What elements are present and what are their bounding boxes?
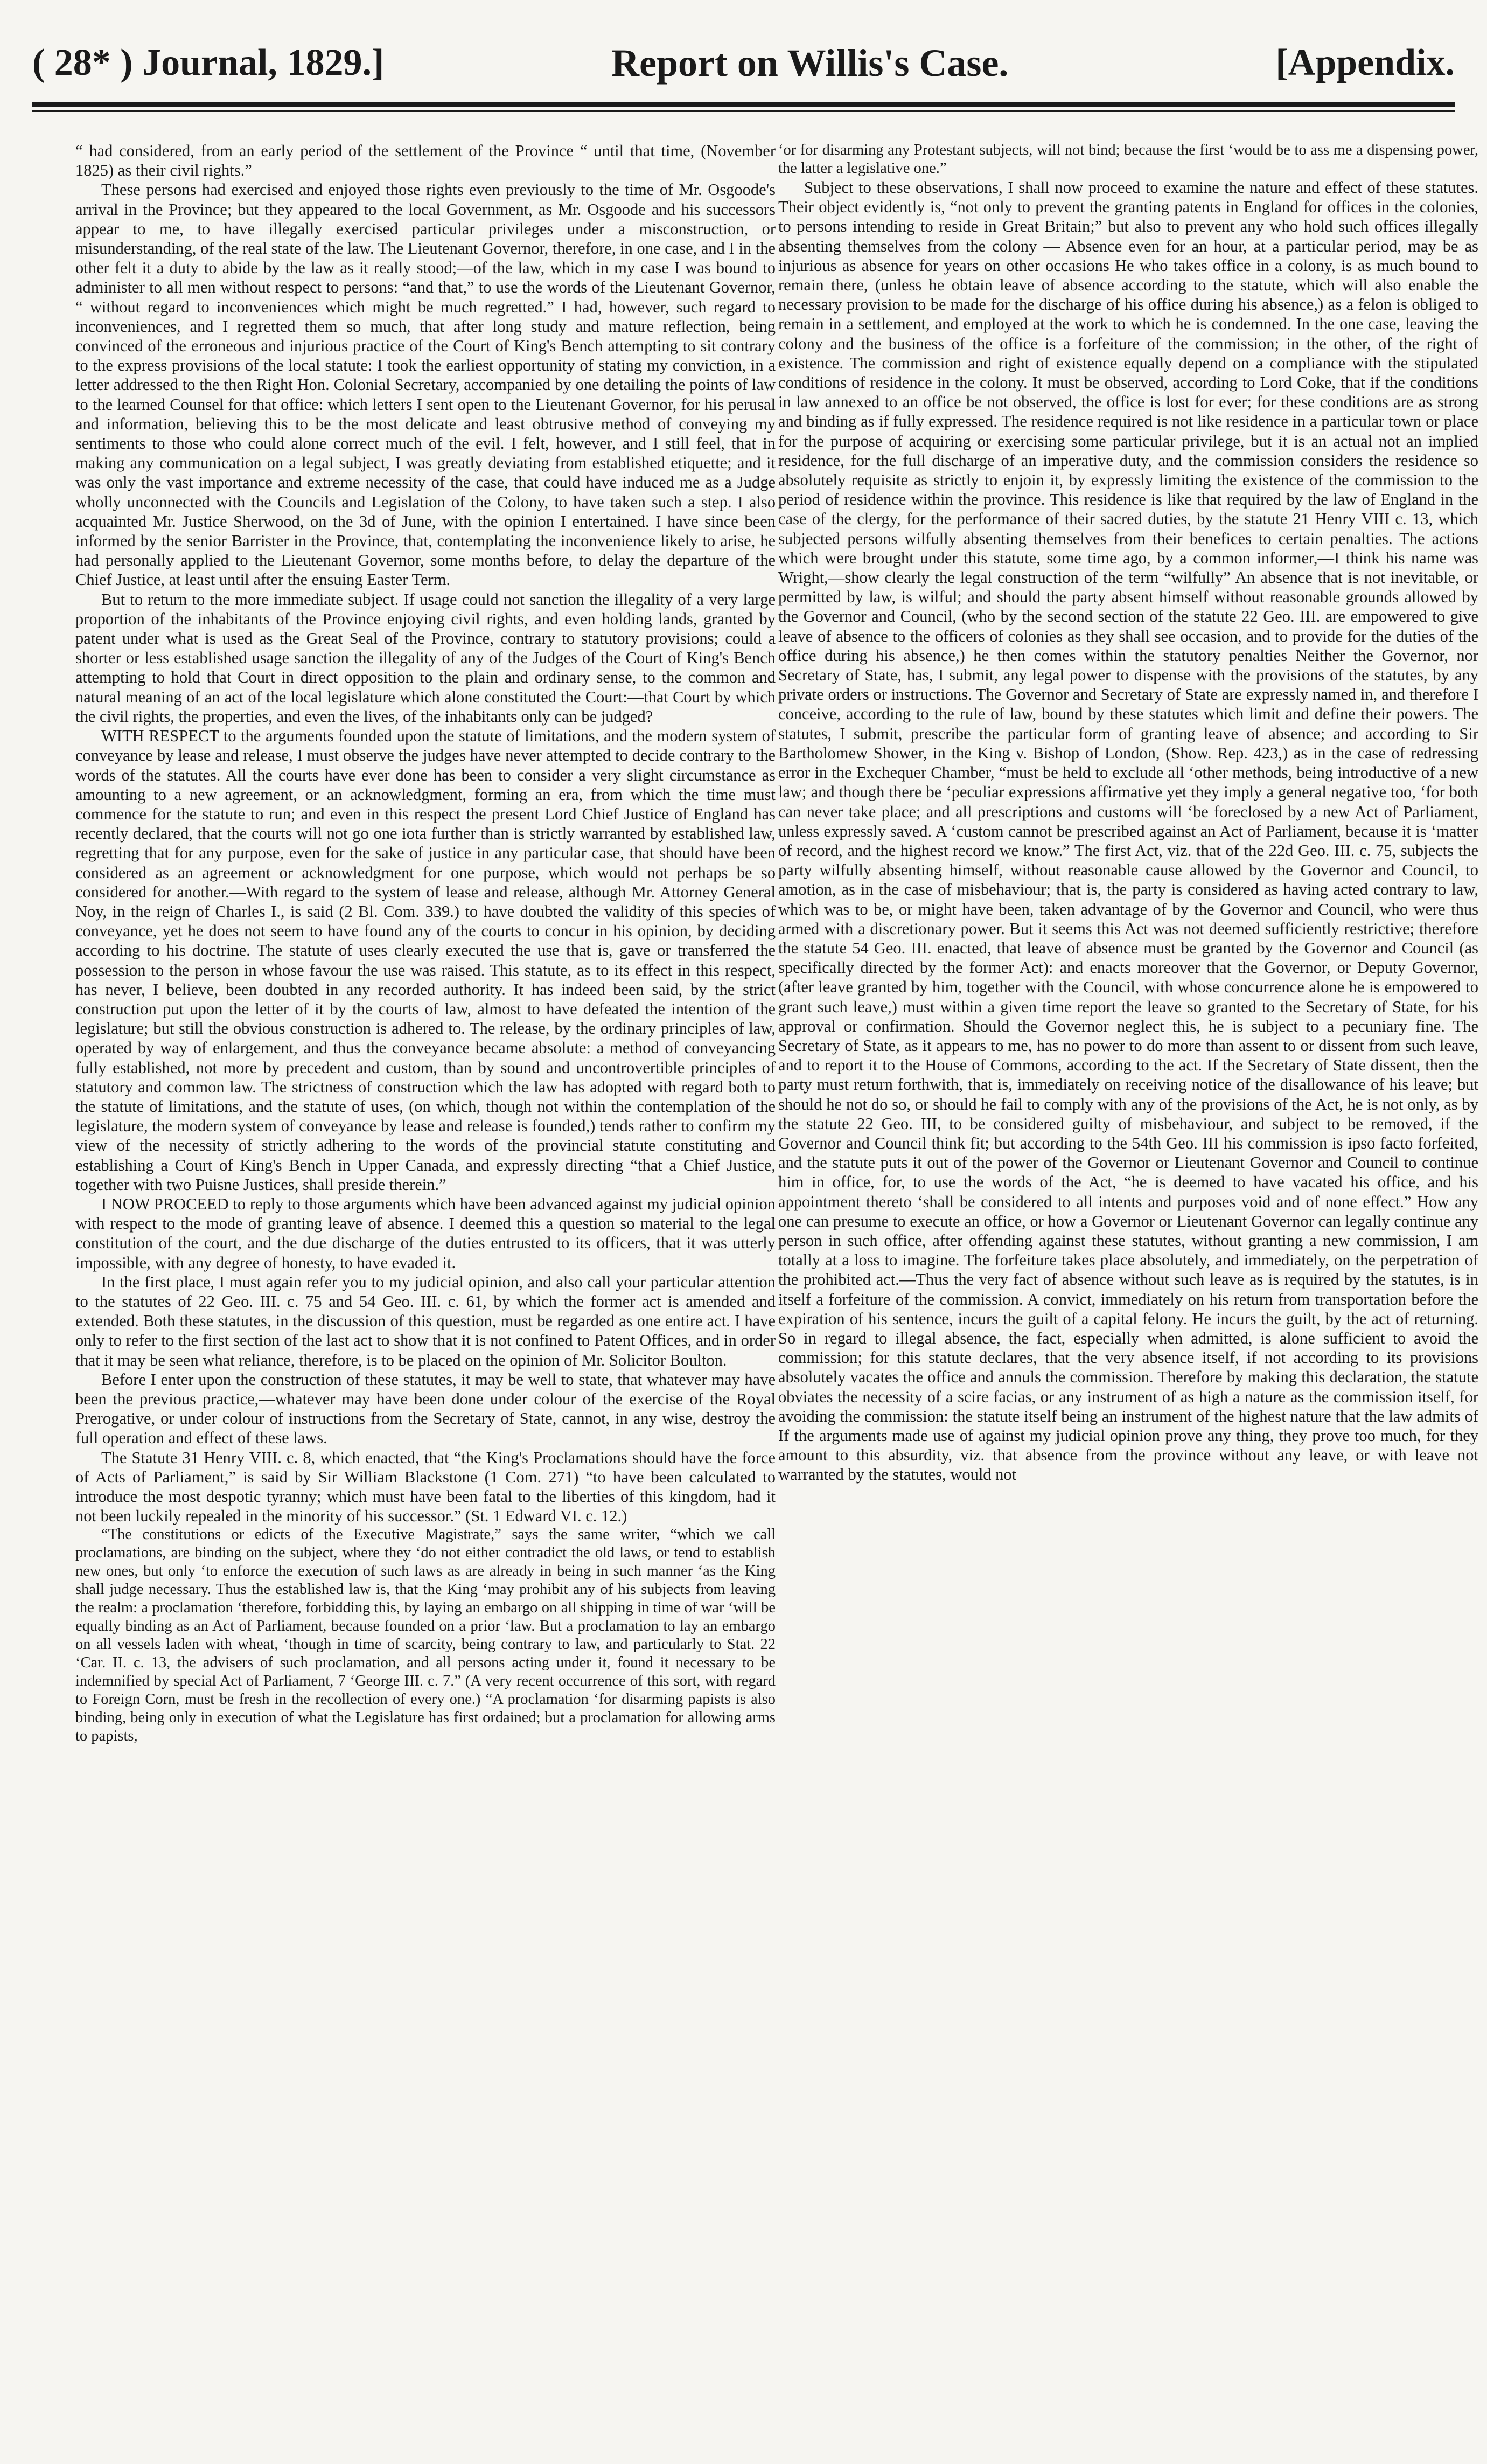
paragraph: The Statute 31 Henry VIII. c. 8, which enacted, that “the King's Proclamations should have the force of Acts of Parliament,” is said by Sir William Blackstone (1 Com. 271) “to have been calculated to introduce the most despotic tyranny; which must have been fatal to the liberties of this kingdom, had it not been luckily repealed in the minority of his successor.” (St. 1 Edward VI. c. 12.) [75, 1448, 776, 1526]
page-header [32, 33, 1455, 93]
paragraph: Subject to these observations, I shall now proceed to examine the nature and effect of these statutes. Their object evidently is, “not only to prevent the granting patents in England for offices in the colonies, to persons intending to reside in Great Britain;” but also to prevent any who hold such offices illegally absenting themselves from the colony — Absence even for an hour, at a particular period, may be as injurious as absence for years on other occasions He who takes office in a colony, is as much bound to remain there, (unless he obtain leave of absence according to the statute, which will also enable the necessary provision to be made for the discharge of his office during his absence,) as a felon is obliged to remain in a settlement, and employed at the work to which he is condemned. In the one case, leaving the colony and the business of the office is a forfeiture of the commission; in the other, of the right of existence. The commission and right of existence equally depend on a compliance with the stipulated conditions of residence in the colony. It must be observed, according to Lord Coke, that if the conditions in law annexed to an office be not observed, the office is lost for ever; for these conditions are as strong and binding as if fully expressed. The residence required is not like residence in a particular town or place for the purpose of acquiring or exercising some particular privilege, but it is an actual not an implied residence, for the full discharge of an imperative duty, and the commission considers the residence so absolutely requisite as strictly to enjoin it, by expressly limiting the existence of the commission to the period of residence within the province. This residence is like that required by the law of England in the case of the clergy, for the performance of their sacred duties, by the statute 21 Henry VIII c. 13, which subjected persons wilfully absenting themselves from their benefices to certain penalties. The actions which were brought under this statute, some time ago, by a common informer,—I think his name was Wright,—show clearly the legal construction of the term “wilfully” An absence that is not inevitable, or permitted by law, is wilful; and should the party absent himself without reasonable grounds allowed by the Governor and Council, (who by the second section of the statute 22 Geo. III. are empowered to give leave of absence to the officers of colonies as they shall see occasion, and to provide for the duties of the office during his absence,) he then comes within the statutory penalties Neither the Governor, nor Secretary of State, has, I submit, any legal power to dispense with the provisions of the statutes, by any private orders or instructions. The Governor and Secretary of State are expressly named in, and therefore I conceive, according to the rule of law, bound by these statutes which limit and define their powers. The statutes, I submit, prescribe the particular form of granting leave of absence; and according to Sir Bartholomew Shower, in the King v. Bishop of London, (Show. Rep. 423,) as in the case of redressing error in the Exchequer Chamber, “must be held to exclude all ‘other methods, being introductive of a new law; and though there be ‘peculiar expressions affirmative yet they imply a general negative too, ‘for both can never take place; and all prescriptions and customs will ‘be foreclosed by a new Act of Parliament, unless expressly saved. A ‘custom cannot be prescribed against an Act of Parliament, because it is ‘matter of record, and the highest record we know.” The first Act, viz. that of the 22d Geo. III. c. 75, subjects the party wilfully absenting himself, without reasonable cause allowed by the Governor and Council, to amotion, as in the case of misbehaviour; that is, the party is considered as having acted contrary to law, which was to be, or might have been, taken advantage of by the Governor and Council, who were thus armed with a discretionary power. But it seems this Act was not deemed sufficiently restrictive; therefore the statute 54 Geo. III. enacted, that leave of absence must be granted by the Governor and Council (as specifically directed by the former Act): and enacts moreover that the Governor, or Deputy Governor, (after leave granted by him, together with the Council, with whose concurrence alone he is empowered to grant such leave,) must within a given time report the leave so granted to the Secretary of State, for his approval or confirmation. Should the Governor neglect this, he is subject to a pecuniary fine. The Secretary of State, as it appears to me, has no power to do more than assent to or dissent from such leave, and to report it to the House of Commons, according to the act. If the Secretary of State dissent, then the party must return forthwith, that is, immediately on receiving notice of the disallowance of his leave; but should he not do so, or should he fail to comply with any of the provisions of the Act, he is not only, as by the statute 22 Geo. III, to be considered guilty of misbehaviour, and subject to be removed, if the Governor and Council think fit; but according to the 54th Geo. III his commission is ipso facto forfeited, and the statute puts it out of the power of the Governor or Lieutenant Governor and Council to continue him in office, for, to use the words of the Act, “he is deemed to have vacated his office, and his appointment thereto ‘shall be considered to all intents and purposes void and of none effect.” How any one can presume to execute an office, or how a Governor or Lieutenant Governor can legally continue any person in such office, after offending against these statutes, without granting a new commission, I am totally at a loss to imagine. The forfeiture takes place absolutely, and immediately, on the perpetration of the prohibited act.—Thus the very fact of absence without such leave as is required by the statutes, is in itself a forfeiture of the commission. A convict, immediately on his return from transportation before the expiration of his sentence, incurs the guilt of a capital felony. He incurs the guilt, by the act of returning. So in regard to illegal absence, the fact, especially when admitted, is alone sufficient to avoid the commission; for this statute declares, that the very absence itself, if not according to its provisions absolutely vacates the office and annuls the commission. Therefore by making this declaration, the statute obviates the necessity of a scire facias, or any instrument of as high a nature as the commission itself, for avoiding the commission: the statute itself being an instrument of the highest nature that the law admits of If the arguments made use of against my judicial opinion prove any thing, they prove too much, for they amount to this absurdity, viz. that absence from the province without any leave, or with leave not warranted by the statutes, would not [778, 178, 1478, 1484]
paragraph: But to return to the more immediate subject. If usage could not sanction the illegality of a very large proportion of the inhabitants of the Province enjoying civil rights, and even holding lands, granted by patent under what is used as the Great Seal of the Province, contrary to statutory provisions; could a shorter or less established usage sanction the illegality of any of the Judges of the Court of King's Bench attempting to hold that Court in direct opposition to the plain and ordinary sense, to the common and natural meaning of an act of the local legislature which alone constituted the Court:—that Court by which the civil rights, the properties, and even the lives, of the inhabitants only can be judged? [75, 590, 776, 726]
paragraph: WITH RESPECT to the arguments founded upon the statute of limitations, and the modern system of conveyance by lease and release, I must observe the judges have never attempted to decide contrary to the words of the statutes. All the courts have ever done has been to consider a very slight circumstance as amounting to a new agreement, or an acknowledgment, forming an era, from which the time must commence for the statute to run; and even in this respect the present Lord Chief Justice of England has recently declared, that the courts will not go one iota further than is strictly warranted by established law, regretting that for any purpose, even for the sake of justice in any particular case, that should have been considered as an agreement or acknowledgment for one purpose, which would not perhaps be so considered for another.—With regard to the system of lease and release, although Mr. Attorney General Noy, in the reign of Charles I., is said (2 Bl. Com. 339.) to have doubted the validity of this species of conveyance, yet he does not seem to have found any of the courts to concur in his opinion, by deciding according to his doctrine. The statute of uses clearly executed the use that is, gave or transferred the possession to the person in whose favour the use was raised. This statute, as to its effect in this respect, has never, I believe, been doubted in any recorded authority. It has indeed been said, by the strict construction put upon the letter of it by the courts of law, almost to have defeated the intention of the legislature; but still the obvious construction is adhered to. The release, by the ordinary principles of law, operated by way of enlargement, and thus the conveyance became absolute: a method of conveyancing fully established, not more by precedent and custom, than by sound and uncontrovertible principles of statutory and common law. The strictness of construction which the law has adopted with regard both to the statute of limitations, and the statute of uses, (on which, though not within the contemplation of the legislature, the modern system of conveyance by lease and release is founded,) tends rather to confirm my view of the necessity of strictly adhering to the words of the provincial statute constituting and establishing a Court of King's Bench in Upper Canada, and expressly directing “that a Chief Justice, together with two Puisne Justices, shall preside therein.” [75, 727, 776, 1194]
paragraph: In the first place, I must again refer you to my judicial opinion, and also call your particular attention to the statutes of 22 Geo. III. c. 75 and 54 Geo. III. c. 61, by which the former act is amended and extended. Both these statutes, in the discussion of this question, must be regarded as one entire act. I have only to refer to the first section of the last act to show that it is not confined to Patent Offices, and in order that it may be seen what reliance, therefore, is to be placed on the opinion of Mr. Solicitor Boulton. [75, 1272, 776, 1369]
header-section: [Appendix. [1275, 42, 1455, 83]
paragraph: These persons had exercised and enjoyed those rights even previously to the time of Mr. Osgoode's arrival in the Province; but they appeared to the local Government, as Mr. Osgoode and his successors appear to me, to have illegally exercised particular privileges under a misconstruction, or misunderstanding, of the real state of the law. The Lieutenant Governor, therefore, in one case, and I in the other felt it a duty to abide by the law as it really stood;—of the law, which in my case I was bound to administer to all men without respect to persons: “and that,” to use the words of the Lieutenant Governor, “ without regard to inconveniences which might be much regretted.” I had, however, such regard to inconveniences, and I regretted them so much, that after long study and mature reflection, being convinced of the erroneous and injurious practice of the Court of King's Bench attempting to sit contrary to the express provisions of the local statute: I took the earliest opportunity of stating my conviction, in a letter addressed to the then Right Hon. Colonial Secretary, accompanied by one detailing the points of law to the learned Counsel for that office: which letters I sent open to the Lieutenant Governor, for his perusal and information, believing this to be the most delicate and least obtrusive method of conveying my sentiments to those who could alone correct much of the evil. I felt, however, and I still feel, that in making any communication on a legal subject, I was greatly deviating from established etiquette; and it was only the vast importance and extreme necessity of the case, that could have induced me as a Judge wholly unconnected with the Councils and Legislation of the Colony, to have taken such a step. I also acquainted Mr. Justice Sherwood, on the 3d of June, with the opinion I entertained. I have since been informed by the senior Barrister in the Province, that, contemplating the inconvenience likely to arise, he had personally applied to the Lieutenant Governor, some months before, to delay the departure of the Chief Justice, at least until after the ensuing Easter Term. [75, 180, 776, 589]
paragraph: I NOW PROCEED to reply to those arguments which have been advanced against my judicial opinion with respect to the mode of granting leave of absence. I deemed this a question so material to the legal constitution of the court, and the due discharge of the duties entrusted to its officers, that it was utterly impossible, with any degree of honesty, to have evaded it. [75, 1194, 776, 1272]
quoted-paragraph: “The constitutions or edicts of the Executive Magistrate,” says the same writer, “which we call proclamations, are binding on the subject, where they ‘do not either contradict the old laws, or tend to establish new ones, but only ‘to enforce the execution of such laws as are already in being in such manner ‘as the King shall judge necessary. Thus the established law is, that the King ‘may prohibit any of his subjects from leaving the realm: a proclamation ‘therefore, forbidding this, by laying an embargo on all shipping in time of war ‘will be equally binding as an Act of Parliament, because founded on a prior ‘law. But a proclamation to lay an embargo on all vessels laden with wheat, ‘though in time of scarcity, being contrary to law, and particularly to Stat. 22 ‘Car. II. c. 13, the advisers of such proclamation, and all persons acting under it, found it necessary to be indemnified by special Act of Parliament, 7 ‘George III. c. 7.” (A very recent occurrence of this sort, with regard to Foreign Corn, must be fresh in the recollection of every one.) “A proclamation ‘for disarming papists is also binding, being only in execution of what the Legislature has first ordained; but a proclamation for allowing arms to papists, [75, 1526, 776, 1745]
header-page-reference: ( 28* ) Journal, 1829.] [32, 42, 385, 83]
paragraph: Before I enter upon the construction of these statutes, it may be well to state, that whatever may have been the previous practice,—whatever may have been done under colour of the exercise of the Royal Prerogative, or under colour of instructions from the Secretary of State, cannot, in any wise, destroy the full operation and effect of these laws. [75, 1370, 776, 1447]
header-rule-thin [32, 110, 1455, 112]
header-rule-thick [32, 102, 1455, 107]
right-column [778, 141, 1478, 2441]
paragraph: “ had considered, from an early period of the settlement of the Province “ until that time, (November 1825) as their civil rights.” [75, 142, 776, 180]
quoted-paragraph: ‘or for disarming any Protestant subjects, will not bind; because the first ‘would be to ass me a dispensing power, the latter a legislative one.” [778, 142, 1478, 177]
header-title: Report on Willis's Case. [611, 41, 1009, 85]
left-column [75, 141, 776, 2441]
